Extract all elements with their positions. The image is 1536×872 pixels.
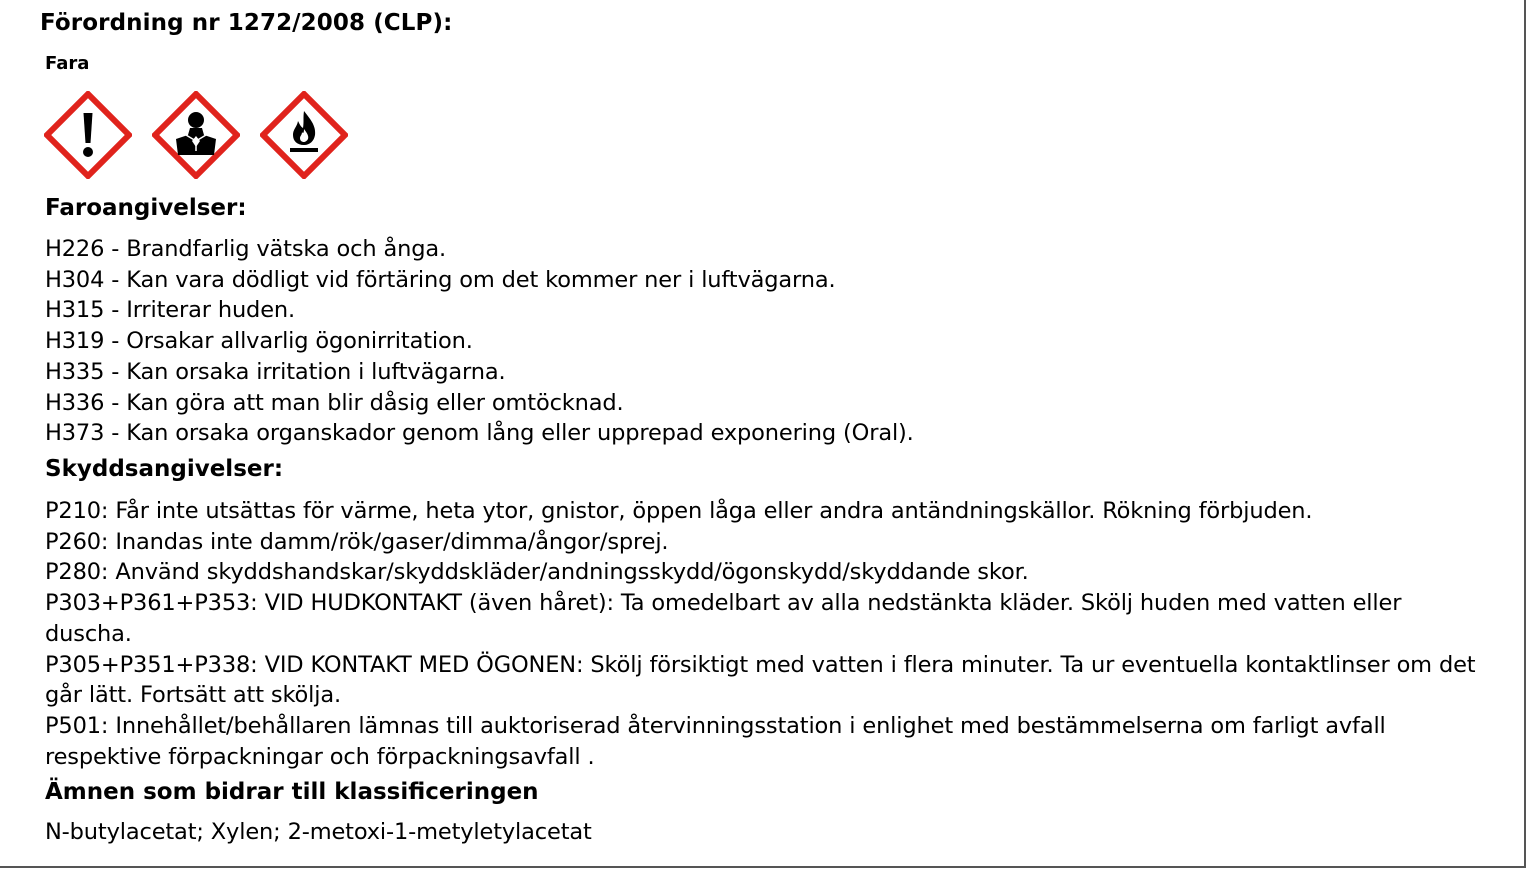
hazard-statement: H319 - Orsakar allvarlig ögonirritation. [45, 328, 473, 355]
hazard-statement: H335 - Kan orsaka irritation i luftvägarna. [45, 358, 506, 385]
hazard-statement: H304 - Kan vara dödligt vid förtäring om det kommer ner i luftvägarna. [45, 266, 836, 293]
regulation-title: Förordning nr 1272/2008 (CLP): [40, 10, 453, 36]
hazard-statements-heading: Faroangivelser: [45, 195, 247, 221]
hazard-statement: H315 - Irriterar huden. [45, 297, 295, 324]
hazard-statement: H336 - Kan göra att man blir dåsig eller omtöcknad. [45, 389, 624, 416]
precautionary-statements-heading: Skyddsangivelser: [45, 456, 284, 482]
health-hazard-icon [152, 91, 240, 179]
substances-list: N-butylacetat; Xylen; 2-metoxi-1-metyletylacetat [45, 819, 592, 845]
flame-icon [260, 91, 348, 179]
precautionary-statement: P501: Innehållet/behållaren lämnas till auktoriserad återvinningsstation i enlighet med bestämmelserna om farligt avfall respektive förpackningar och förpackningsavfall . [45, 712, 1386, 770]
signal-word: Fara [45, 53, 90, 74]
precautionary-statements-list [45, 496, 1485, 772]
precautionary-statement: P305+P351+P338: VID KONTAKT MED ÖGONEN: Skölj försiktigt med vatten i flera minuter. Ta ur eventuella kontaktlinser om det går lätt. Fortsätt att skölja. [45, 651, 1476, 709]
hazard-statement: H226 - Brandfarlig vätska och ånga. [45, 236, 446, 262]
ghs-pictograms [44, 91, 348, 179]
hazard-statements-list [45, 234, 914, 449]
precautionary-statement: P260: Inandas inte damm/rök/gaser/dimma/ångor/sprej. [45, 528, 669, 555]
exclamation-mark-icon [44, 91, 132, 179]
hazard-statement: H373 - Kan orsaka organskador genom lång eller upprepad exponering (Oral). [45, 420, 914, 447]
precautionary-statement: P280: Använd skyddshandskar/skyddskläder/andningsskydd/ögonskydd/skyddande skor. [45, 559, 1029, 586]
precautionary-statement: P210: Får inte utsättas för värme, heta ytor, gnistor, öppen låga eller andra antändningskällor. Rökning förbjuden. [45, 498, 1313, 524]
precautionary-statement: P303+P361+P353: VID HUDKONTAKT (även håret): Ta omedelbart av alla nedstänkta kläder. Skölj huden med vatten eller duscha. [45, 590, 1402, 647]
substances-heading: Ämnen som bidrar till klassificeringen [45, 779, 539, 805]
